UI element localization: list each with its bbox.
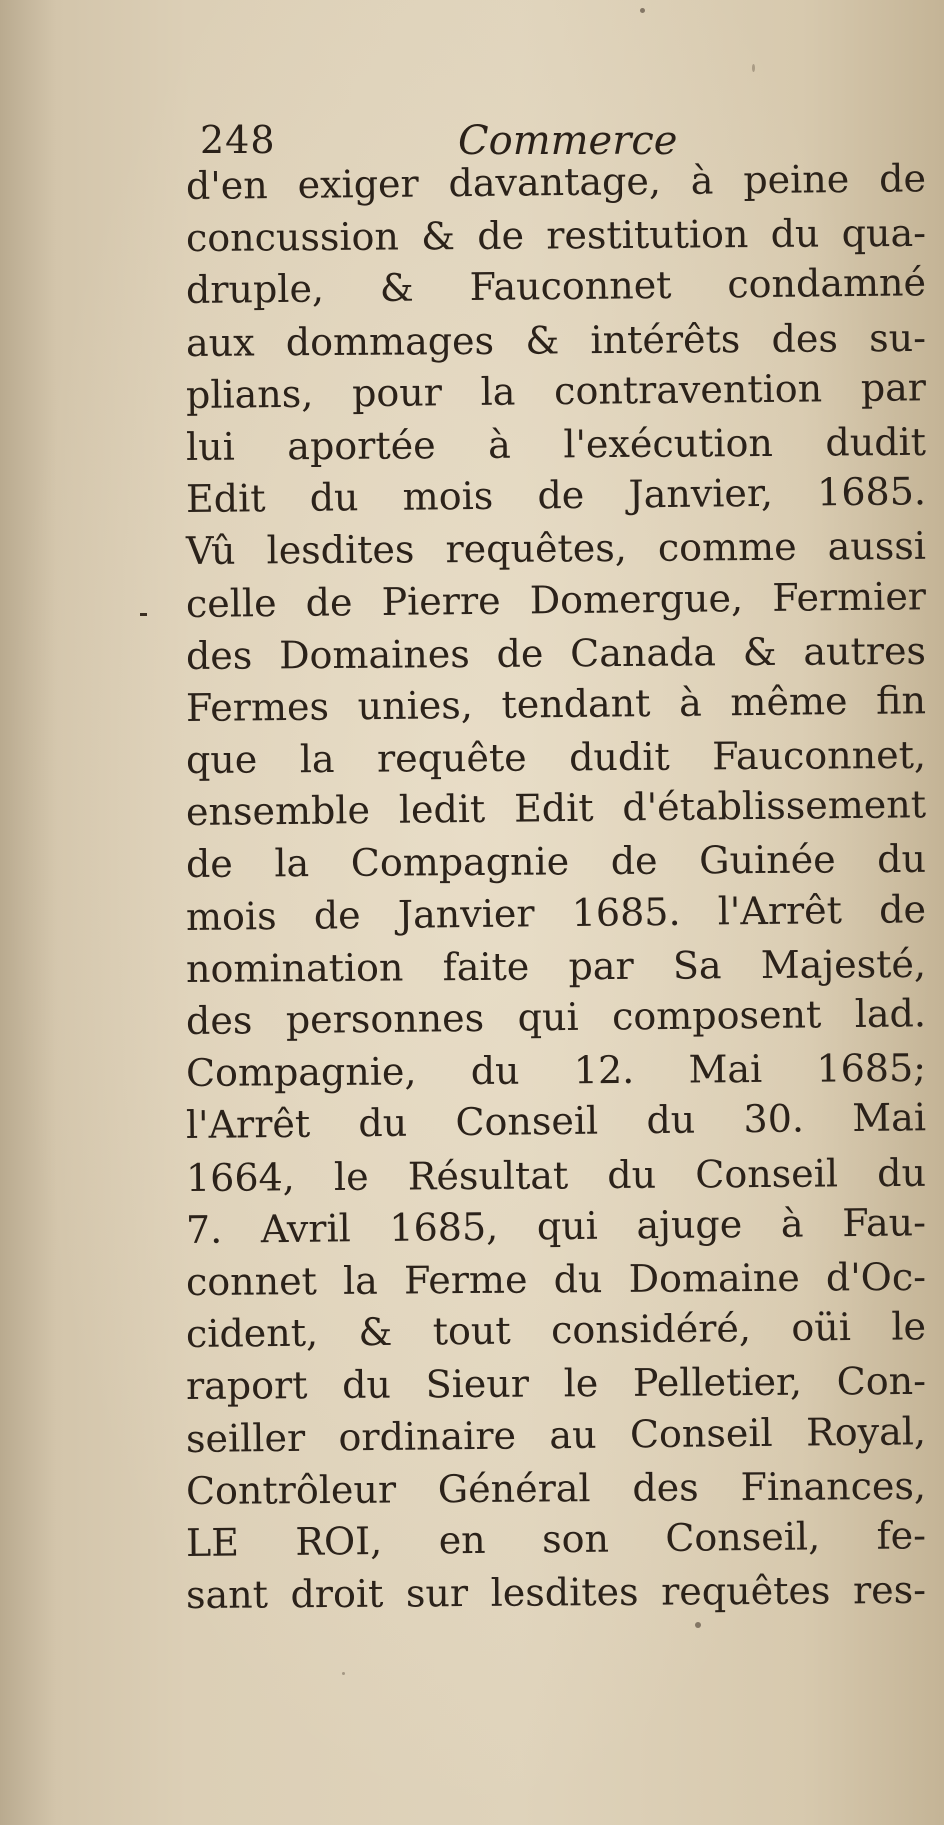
text-line: aux dommages & intérêts des su- bbox=[185, 315, 927, 365]
text-line: seiller ordinaire au Conseil Royal, bbox=[185, 1408, 927, 1461]
text-line: plians, pour la contravention par bbox=[185, 365, 927, 417]
text-line: 1664, le Résultat du Conseil du bbox=[185, 1150, 927, 1200]
text-line: Edit du mois de Janvier, 1685. bbox=[185, 469, 927, 522]
text-line: Fermes unies, tendant à même fin bbox=[185, 678, 927, 730]
text-line: Contrôleur Général des Finances, bbox=[185, 1463, 927, 1513]
text-line: lui aportée à l'exécution dudit bbox=[185, 419, 927, 469]
text-line: cident, & tout considéré, oüi le bbox=[185, 1304, 927, 1357]
text-line: ensemble ledit Edit d'établissement bbox=[185, 782, 927, 835]
text-line: l'Arrêt du Conseil du 30. Mai bbox=[185, 1095, 927, 1148]
text-line: Compagnie, du 12. Mai 1685; bbox=[185, 1046, 927, 1096]
text-line: des personnes qui composent lad. bbox=[185, 991, 927, 1043]
page-number: 248 bbox=[200, 118, 276, 162]
text-line: nomination faite par Sa Majesté, bbox=[185, 941, 927, 991]
text-line: LE ROI, en son Conseil, fe- bbox=[185, 1513, 927, 1565]
text-line: d'en exiger davantage, à peine de bbox=[185, 156, 927, 208]
text-line: Vû lesdites requêtes, comme aussi bbox=[185, 524, 927, 574]
text-line: que la requête dudit Fauconnet, bbox=[185, 732, 927, 783]
body-text bbox=[185, 156, 927, 1621]
running-head: Commerce bbox=[458, 118, 678, 164]
text-line: concussion & de restitution du qua- bbox=[185, 211, 927, 261]
text-line: mois de Janvier 1685. l'Arrêt de bbox=[185, 886, 927, 939]
margin-mark bbox=[140, 613, 147, 616]
text-line: de la Compagnie de Guinée du bbox=[185, 837, 927, 887]
paper-speck bbox=[752, 64, 755, 72]
text-line: druple, & Fauconnet condamné bbox=[185, 260, 927, 313]
text-line: sant droit sur lesdites requêtes res- bbox=[185, 1567, 927, 1618]
paper-speck bbox=[695, 1622, 701, 1628]
paper-speck bbox=[640, 8, 645, 13]
text-line: celle de Pierre Domergue, Fermier bbox=[185, 573, 927, 626]
text-line: des Domaines de Canada & autres bbox=[185, 628, 927, 678]
text-line: connet la Ferme du Domaine d'Oc- bbox=[185, 1254, 927, 1304]
text-line: raport du Sieur le Pelletier, Con- bbox=[185, 1359, 927, 1409]
text-line: 7. Avril 1685, qui ajuge à Fau- bbox=[185, 1200, 927, 1252]
paper-speck bbox=[342, 1672, 345, 1675]
